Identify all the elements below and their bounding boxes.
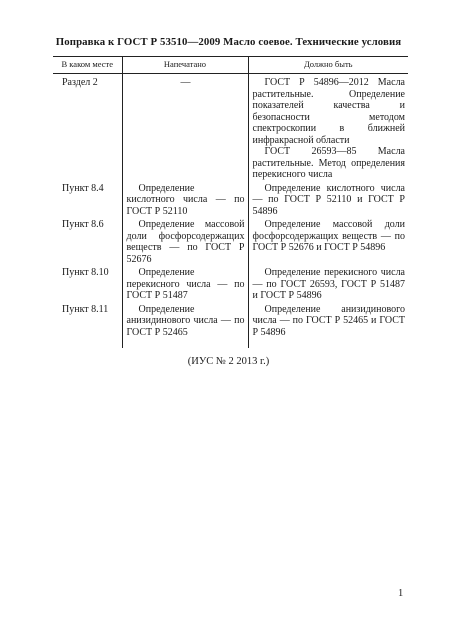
table-row — [53, 74, 408, 182]
cell-should-be — [248, 303, 408, 349]
cell-printed — [122, 218, 248, 266]
cell-where: Раздел 2 — [62, 77, 98, 88]
cell-printed: — — [122, 74, 248, 182]
cell-printed-paragraph: Определение анизидинового числа — по ГОСТ Р 52465 — [126, 303, 245, 338]
table-row — [53, 266, 408, 303]
cell-printed-paragraph: Определение массовой доли фосфорсодержащих веществ — по ГОСТ Р 52676 — [126, 219, 245, 265]
cell-printed-paragraph: Определение перекисного числа — по ГОСТ Р 51487 — [126, 267, 245, 301]
cell-should-be-paragraph: Определение кислотного числа — по ГОСТ Р 52110 и ГОСТ Р 54896 — [252, 182, 405, 217]
corrections-table — [53, 56, 408, 348]
cell-where: Пункт 8.4 — [62, 182, 104, 194]
cell-should-be-paragraph: Определение массовой доли фосфорсодержащих веществ — по ГОСТ Р 52676 и ГОСТ Р 54896 — [252, 219, 405, 253]
cell-printed — [122, 182, 248, 219]
cell-should-be — [248, 218, 408, 266]
cell-should-be — [248, 266, 408, 303]
table-row — [53, 182, 408, 219]
table-row — [53, 303, 408, 349]
cell-should-be-paragraph: ГОСТ Р 54896—2012 Масла растительные. Определение показателей качества и безопасности методом спектроскопии в ближней инфракрасной области — [252, 77, 405, 146]
cell-should-be — [248, 74, 408, 182]
header-where: В каком месте — [53, 57, 122, 74]
table-row — [53, 218, 408, 266]
cell-printed-paragraph: Определение кислотного числа — по ГОСТ Р 52110 — [126, 182, 245, 217]
source-footnote: (ИУС № 2 2013 г.) — [187, 356, 270, 367]
table-header-row — [53, 57, 408, 74]
cell-where: Пункт 8.6 — [62, 219, 104, 230]
document-title: Поправка к ГОСТ Р 53510—2009 Масло соевое. Технические условия — [55, 36, 402, 48]
page-number: 1 — [398, 588, 404, 599]
cell-should-be — [248, 182, 408, 219]
header-printed: Напечатано — [122, 57, 248, 74]
cell-where: Пункт 8.10 — [62, 267, 109, 278]
cell-should-be-paragraph: Определение анизидинового числа — по ГОСТ Р 52465 и ГОСТ Р 54896 — [252, 303, 405, 338]
cell-should-be-paragraph: Определение перекисного числа — по ГОСТ 26593, ГОСТ Р 51487 и ГОСТ Р 54896 — [252, 267, 405, 301]
cell-where: Пункт 8.11 — [62, 303, 109, 315]
header-should-be: Должно быть — [248, 57, 408, 74]
cell-should-be-paragraph: ГОСТ 26593—85 Масла растительные. Метод определения перекисного числа — [252, 146, 405, 180]
cell-printed — [122, 266, 248, 303]
cell-printed — [122, 303, 248, 349]
